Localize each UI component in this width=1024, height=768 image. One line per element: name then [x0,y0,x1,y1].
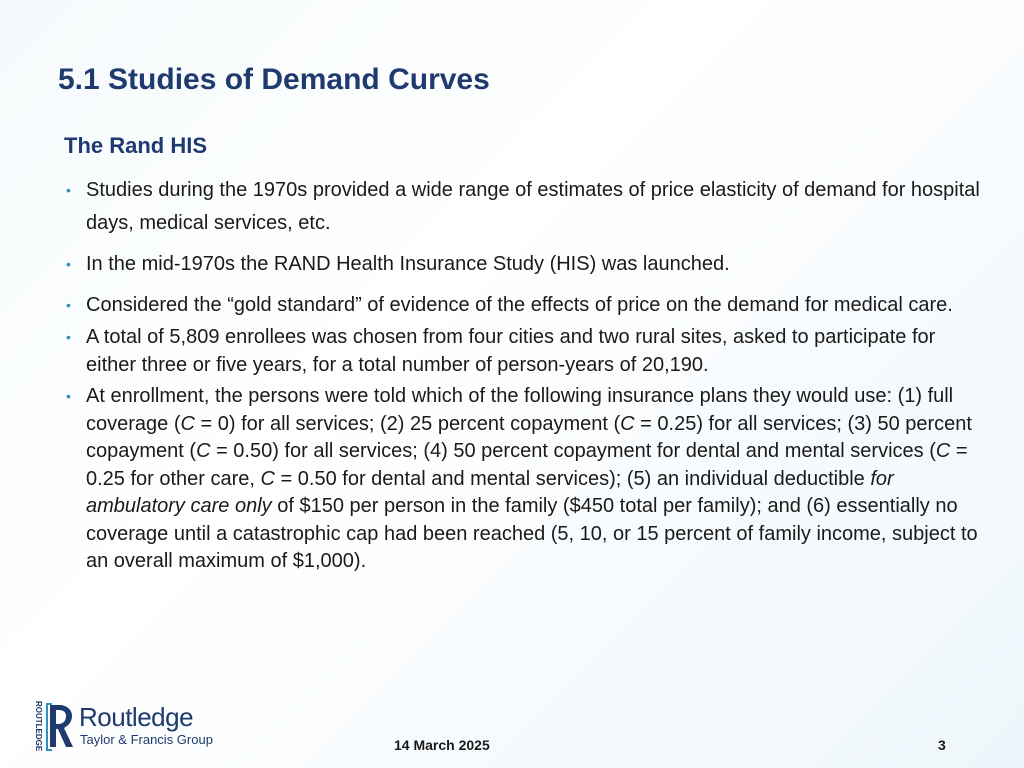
logo-vertical-label: ROUTLEDGE [34,701,43,752]
bullet-item [64,289,984,322]
routledge-r-icon [44,701,74,751]
variable-c: C [620,412,635,435]
logo-name: Routledge [79,702,194,732]
logo-subtitle: Taylor & Francis Group [80,732,213,747]
bullet-text: Considered the “gold standard” of evidence of the effects of price on the demand for medical care. [86,294,953,316]
variable-c: C [180,412,195,435]
section-subtitle: The Rand HIS [64,133,208,158]
footer-date: 14 March 2025 [394,737,490,753]
bullet-text-part: = 0.25) for all services; (3) 50 percent copayment ( [86,412,972,462]
variable-c: C [935,440,951,462]
routledge-logo [34,700,224,754]
bullet-text: Studies during the 1970s provided a wide range of estimates of price elasticity of demand for hospital days, medical services, etc. [86,179,980,234]
slide-title: 5.1 Studies of Demand Curves [58,63,490,96]
page-number: 3 [938,737,946,753]
bullet-text-part: At enrollment, the persons were told which of the following insurance plans they would use: (1) full coverage ( [86,385,954,435]
emphasis-text: for ambulatory care only [86,467,894,517]
bullet-text-part: = 0.25 for other care, [86,440,968,490]
bullet-text-part: = 0.50 for dental and mental services); (5) an individual deductible [275,467,871,490]
bullet-list [64,174,984,576]
bullet-text-part: of $150 per person in the family ($450 total per family); and (6) essentially no coverage until a catastrophic cap had been reached (5, 10, or 15 percent of family income, subject to an overall maximum of $1,000). [86,495,978,572]
bullet-item [64,324,984,379]
bullet-item [64,383,984,576]
bullet-text-part: = 0.50) for all services; (4) 50 percent copayment for dental and mental services ( [210,440,936,462]
logo-vertical-text [34,700,44,752]
variable-c: C [196,440,211,462]
bullet-item [64,174,984,240]
bullet-item [64,248,984,281]
bullet-text: A total of 5,809 enrollees was chosen from four cities and two rural sites, asked to participate for either three or five years, for a total number of person-years of 20,190. [86,326,936,376]
variable-c: C [260,467,275,490]
bullet-text-part: = 0) for all services; (2) 25 percent copayment ( [194,412,621,435]
bullet-text: In the mid-1970s the RAND Health Insurance Study (HIS) was launched. [86,253,730,275]
